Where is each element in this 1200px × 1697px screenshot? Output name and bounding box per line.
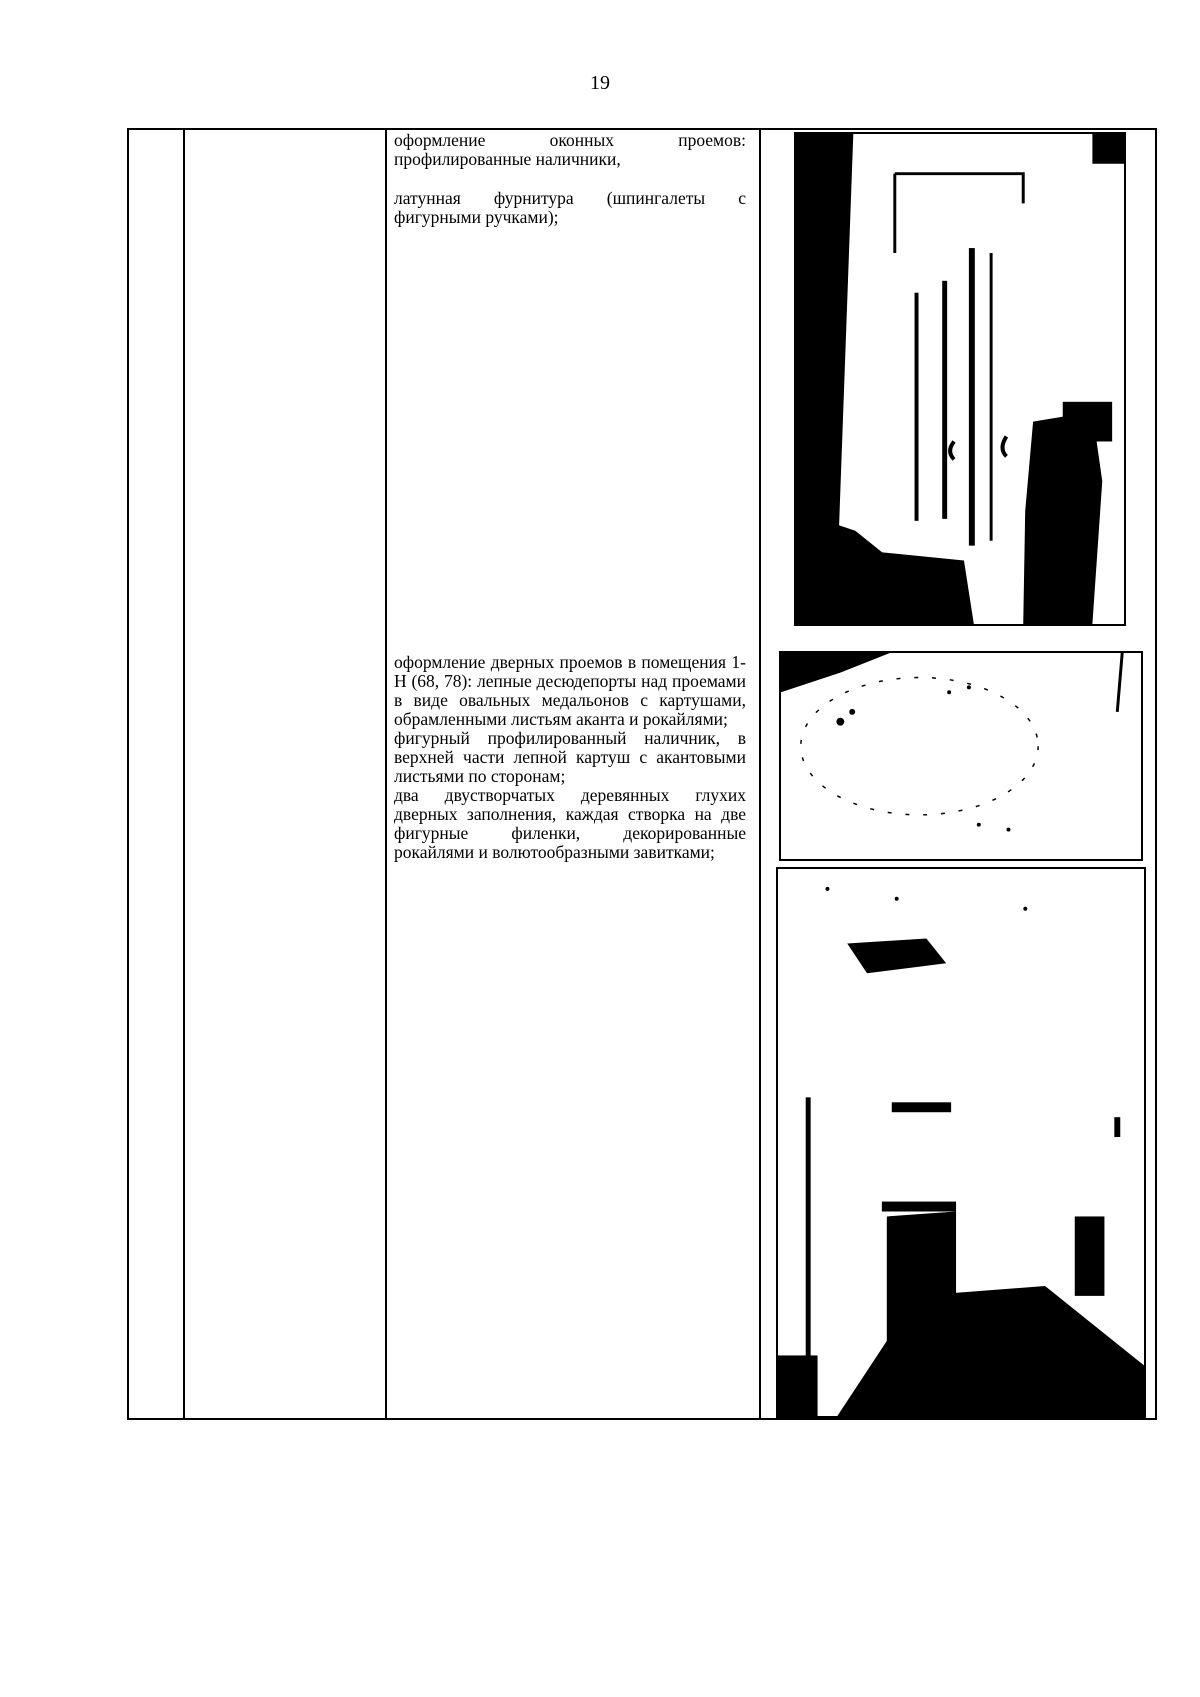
column-divider-3 xyxy=(759,130,761,1418)
door-openings-text: оформление дверных проемов в помещения 1-Н (68, 78): лепные десюдепорты над проемами в виде овальных медальонов с картушами, обрамленными листьям аканта и рокайлями; xyxy=(394,652,746,729)
window-photo xyxy=(794,132,1126,626)
page-number: 19 xyxy=(590,72,610,94)
door-photo xyxy=(776,867,1146,1418)
window-casings-text: оформление оконных проемов: профилированные наличники, xyxy=(394,130,746,169)
column-divider-2 xyxy=(385,130,387,1418)
door-leaves-text: два двустворчатых деревянных глухих дверных заполнения, каждая створка на две фигурные филенки, декорированные рокайлями и волютообразными завитками; xyxy=(394,785,746,862)
brass-hardware-text: латунная фурнитура (шпингалеты с фигурными ручками); xyxy=(394,188,746,227)
door-casing-text: фигурный профилированный наличник, в верхней части лепной картуш с акантовыми листьями по сторонам; xyxy=(394,728,746,786)
window-description xyxy=(394,131,746,227)
door-description xyxy=(394,653,746,862)
column-divider-1 xyxy=(183,130,185,1418)
medallion-photo xyxy=(779,651,1143,861)
